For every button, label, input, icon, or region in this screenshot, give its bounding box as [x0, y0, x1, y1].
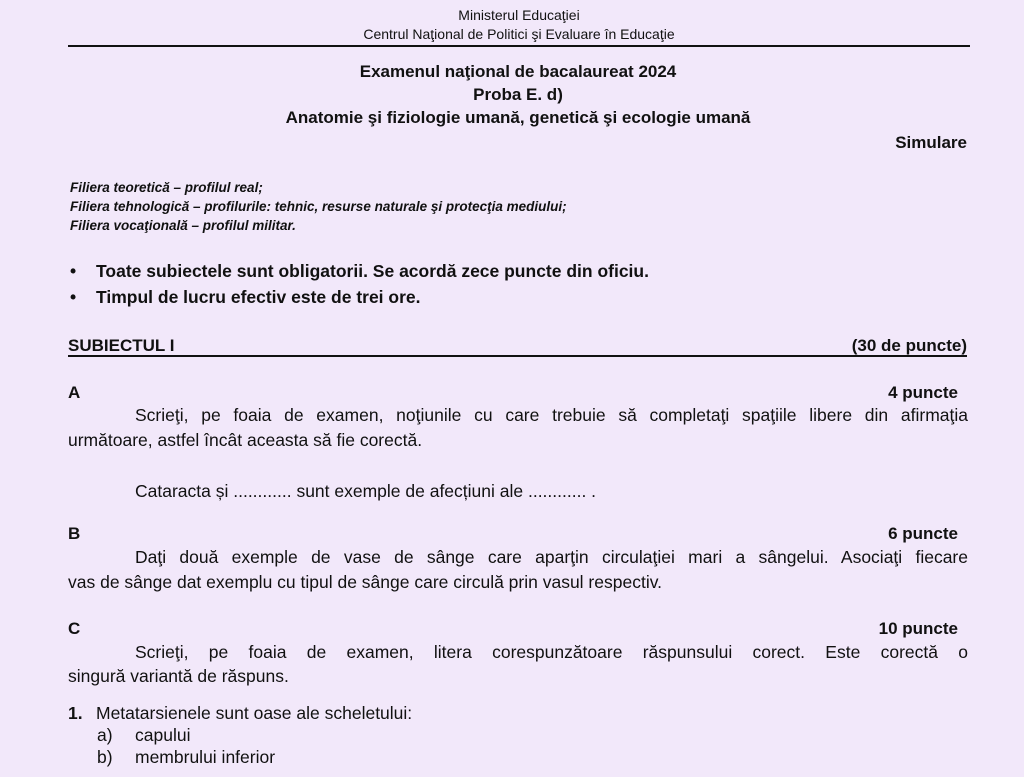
- question-1: [68, 703, 412, 724]
- subject-heading: SUBIECTUL I: [68, 336, 175, 355]
- option-text: capului: [135, 725, 191, 745]
- section-b-instruction-line1: Daţi două exemple de vase de sânge care aparţin circulaţiei mari a sângelui. Asociaţi fiecare: [135, 547, 968, 567]
- filiera-vocationala: Filiera vocaţională – profilul militar.: [70, 218, 296, 233]
- rule-item: [70, 287, 421, 308]
- section-c-letter: C: [68, 619, 81, 638]
- question-text: Metatarsienele sunt oase ale scheletului:: [96, 703, 413, 723]
- option-text: membrului inferior: [135, 747, 276, 767]
- answer-option: [97, 725, 190, 746]
- rule-item: [70, 261, 649, 282]
- section-a-instruction-line1: Scrieţi, pe foaia de examen, noţiunile cu care trebuie să completaţi spaţiile libere din afirmaţia: [135, 405, 968, 425]
- section-a-points: 4 puncte: [888, 383, 958, 402]
- subject-points: (30 de puncte): [851, 336, 967, 355]
- rule-text: Toate subiectele sunt obligatorii. Se acordă zece puncte din oficiu.: [96, 261, 649, 281]
- section-a-instruction-line2: următoare, astfel încât aceasta să fie corectă.: [68, 430, 423, 450]
- section-c-instruction-line2: singură variantă de răspuns.: [68, 666, 289, 686]
- section-b-instruction-line2: vas de sânge dat exemplu cu tipul de sânge care circulă prin vasul respectiv.: [68, 572, 663, 592]
- question-number: 1.: [68, 703, 83, 723]
- bullet-icon: •: [70, 261, 77, 281]
- filiera-teoretica: Filiera teoretică – profilul real;: [70, 180, 263, 195]
- section-b-letter: B: [68, 524, 81, 543]
- subject-underline: [68, 355, 967, 357]
- simulare-label: Simulare: [895, 133, 967, 152]
- answer-option: [97, 747, 275, 768]
- ministry-name: Ministerul Educaţiei: [458, 7, 580, 23]
- center-name: Centrul Naţional de Politici şi Evaluare în Educaţie: [363, 26, 675, 42]
- probe-title: Proba E. d): [473, 85, 563, 104]
- section-a-letter: A: [68, 383, 81, 402]
- header-divider: [68, 45, 970, 47]
- filiera-tehnologica: Filiera tehnologică – profilurile: tehnic, resurse naturale şi protecţia mediului;: [70, 199, 567, 214]
- option-letter: b): [97, 747, 113, 767]
- section-c-instruction-line1: Scrieţi, pe foaia de examen, litera corespunzătoare răspunsului corect. Este corectă o: [135, 642, 968, 662]
- section-c-points: 10 puncte: [878, 619, 958, 638]
- section-b-points: 6 puncte: [888, 524, 958, 543]
- option-letter: a): [97, 725, 113, 745]
- bullet-icon: •: [70, 287, 77, 307]
- exam-title: Examenul naţional de bacalaureat 2024: [359, 62, 677, 81]
- section-a-statement: Cataracta și ............ sunt exemple de afecțiuni ale ............ .: [135, 481, 597, 501]
- rule-text: Timpul de lucru efectiv este de trei ore.: [96, 287, 421, 307]
- subject-title: Anatomie şi fiziologie umană, genetică şi ecologie umană: [285, 108, 751, 127]
